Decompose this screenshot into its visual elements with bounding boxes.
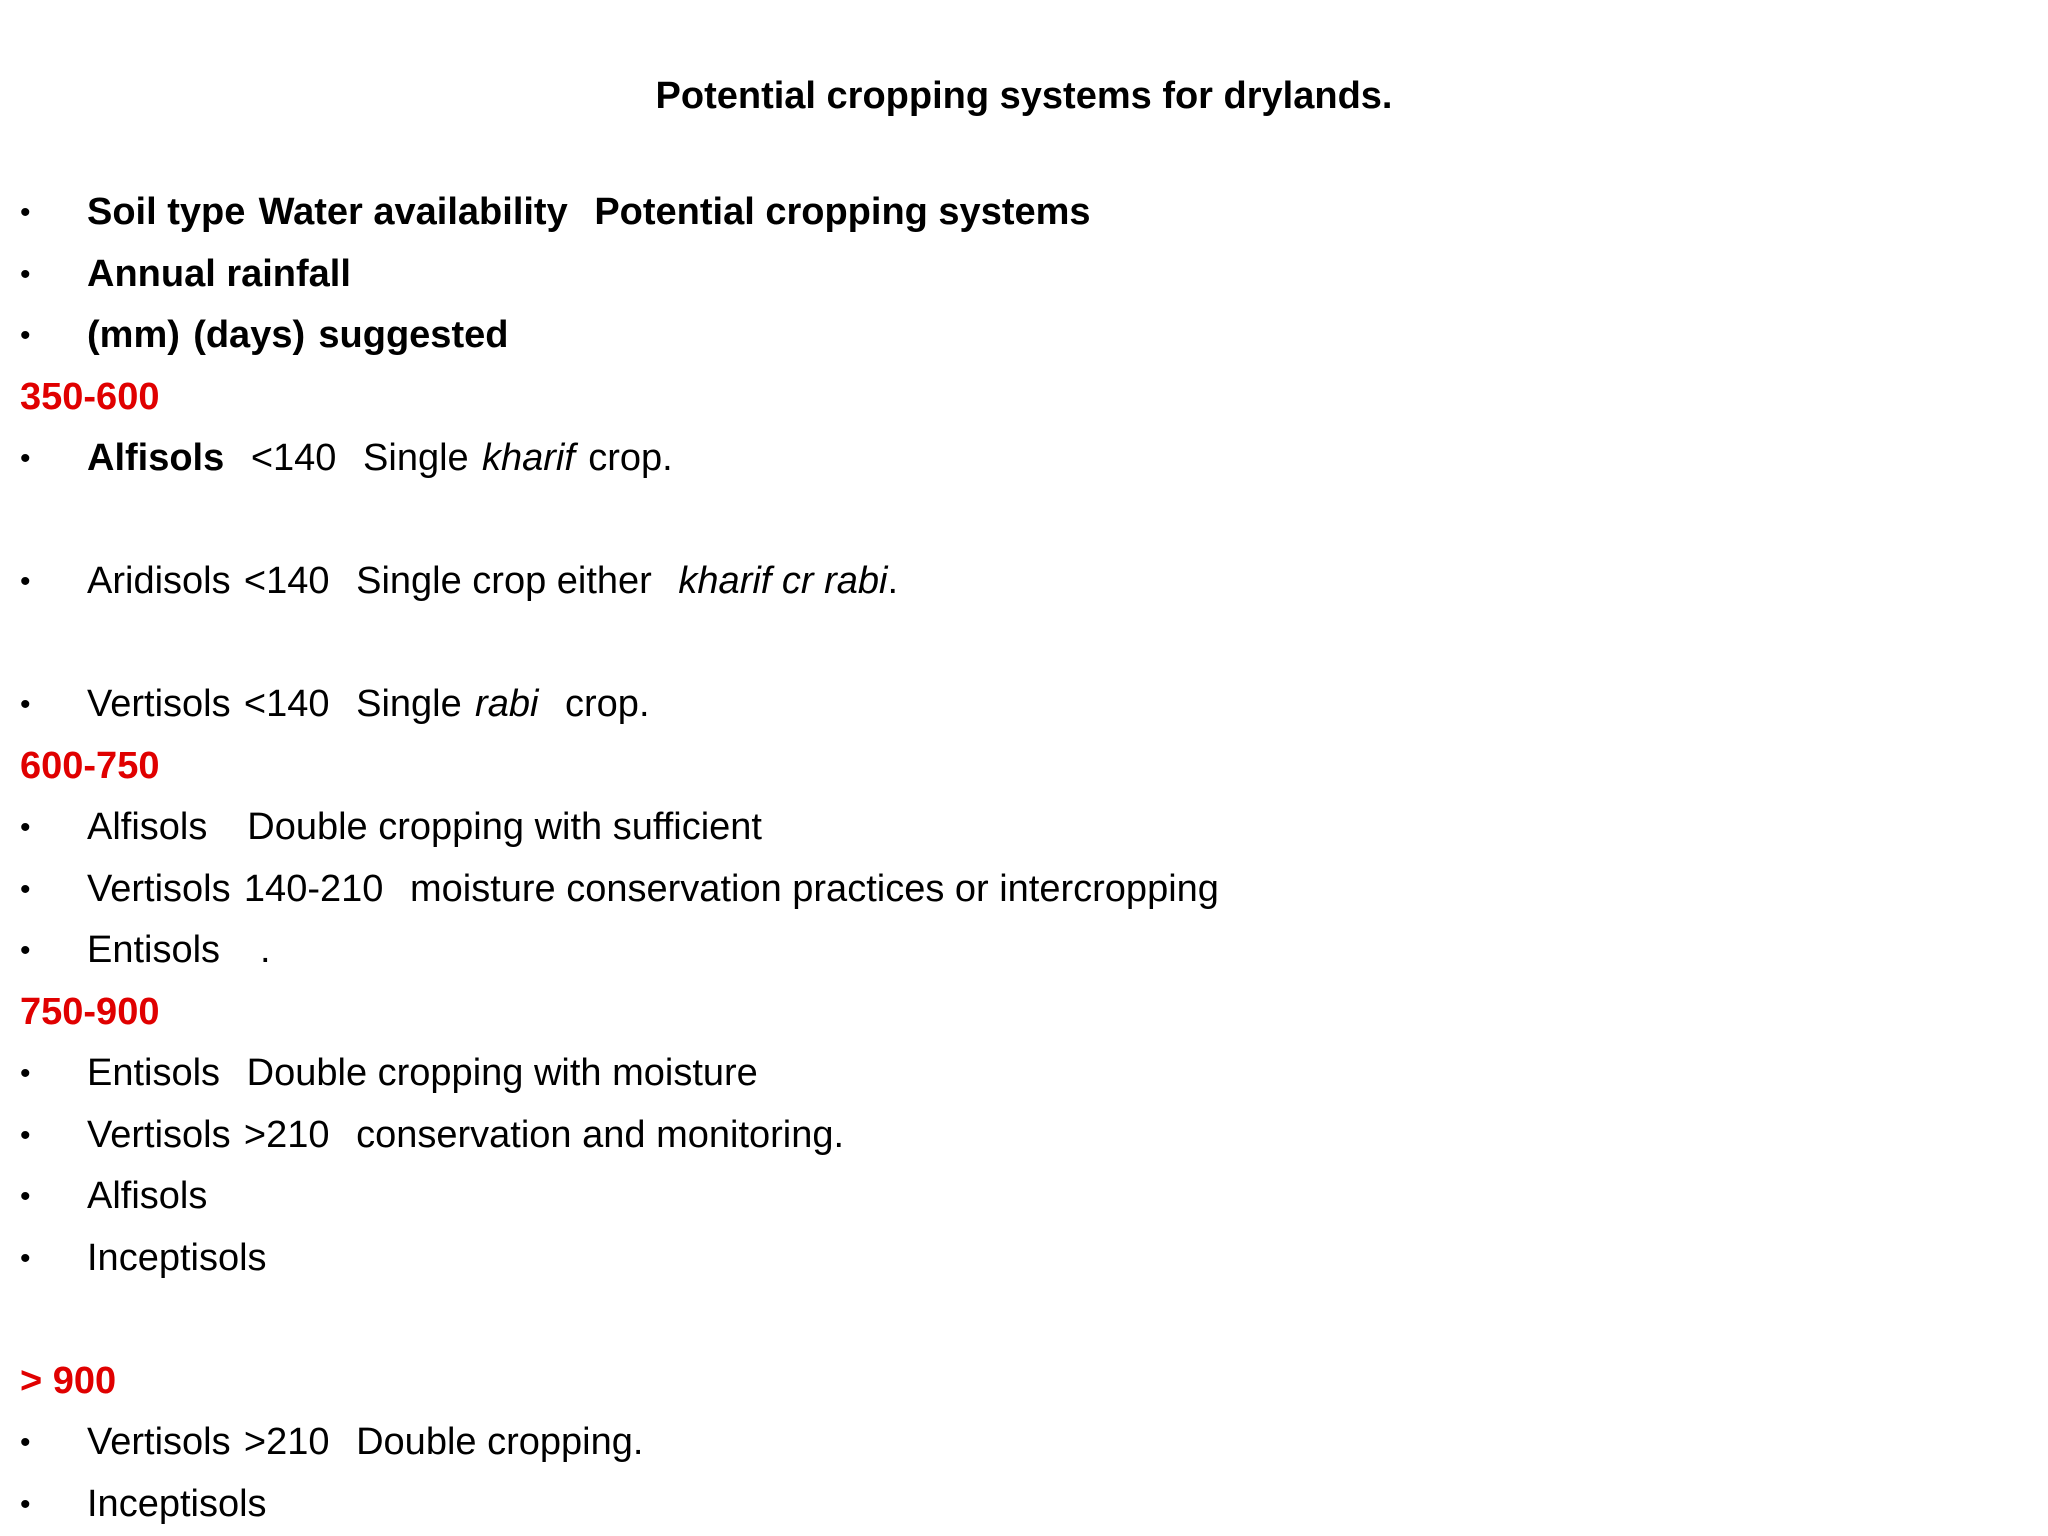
header-annual-rainfall: Annual rainfall <box>87 252 351 295</box>
system-text: Single <box>363 437 469 479</box>
system-text: Double cropping with sufficient <box>247 806 762 848</box>
header-days: (days) <box>193 314 306 356</box>
header-text-1 <box>87 182 1091 244</box>
row-text <box>87 1043 758 1105</box>
list-item <box>0 797 2048 859</box>
bullet-icon: • <box>20 196 31 229</box>
header-water-availability: Water availability <box>258 191 568 233</box>
row-text <box>87 1412 643 1474</box>
list-item <box>0 1166 2048 1228</box>
bullet-icon: • <box>20 257 31 291</box>
list-item-header-2 <box>0 244 2048 306</box>
soil-type: Alfisols <box>87 1175 208 1217</box>
blank-line <box>0 613 2048 675</box>
soil-type: Aridisols <box>87 560 231 602</box>
list-item <box>0 428 2048 490</box>
soil-type: Alfisols <box>87 437 225 479</box>
system-text: Single <box>356 683 462 725</box>
list-item <box>0 920 2048 982</box>
soil-type: Vertisols <box>87 1421 231 1463</box>
water-days: >210 <box>243 1113 330 1156</box>
slide-title: Potential cropping systems for drylands. <box>655 75 1393 117</box>
row-text <box>87 674 650 736</box>
row-text <box>87 920 271 982</box>
list-item <box>0 551 2048 613</box>
header-mm: (mm) <box>87 314 180 356</box>
list-item <box>0 1228 2048 1290</box>
system-text-end: . <box>887 560 899 602</box>
row-text <box>87 859 1219 921</box>
bullet-icon: • <box>20 934 31 967</box>
system-italic: kharif <box>481 437 575 479</box>
row-text <box>87 797 762 859</box>
list-item <box>0 674 2048 736</box>
system-text: Single crop either <box>356 560 652 602</box>
header-text-3 <box>87 305 508 367</box>
system-text: conservation and monitoring. <box>356 1113 845 1156</box>
range-heading-600-750 <box>0 736 2048 798</box>
row-text <box>87 551 898 613</box>
header-suggested: suggested <box>318 314 509 356</box>
soil-type: Inceptisols <box>87 1482 267 1525</box>
water-days: >210 <box>243 1421 330 1463</box>
row-text <box>87 1105 844 1167</box>
bullet-icon: • <box>20 811 31 844</box>
range-heading-750-900 <box>0 982 2048 1044</box>
bullet-icon: • <box>20 1057 31 1090</box>
bullet-icon: • <box>20 1487 31 1521</box>
system-text: moisture conservation practices or intercropping <box>409 867 1219 910</box>
soil-type: Alfisols <box>87 806 208 848</box>
header-potential: Potential cropping systems <box>594 191 1091 233</box>
soil-type: Vertisols <box>87 683 231 725</box>
soil-type: Inceptisols <box>87 1236 267 1279</box>
list-item <box>0 1043 2048 1105</box>
range-heading-900-plus <box>0 1351 2048 1413</box>
soil-type: Entisols <box>87 929 221 971</box>
system-italic: kharif cr rabi <box>678 560 888 602</box>
list-item <box>0 1474 2048 1536</box>
bullet-icon: • <box>20 319 31 352</box>
water-days: <140 <box>243 560 330 602</box>
bullet-icon: • <box>20 1426 31 1459</box>
bullet-icon: • <box>20 565 31 598</box>
system-text: Double cropping. <box>356 1421 644 1463</box>
bullet-icon: • <box>20 1118 31 1152</box>
water-days: 140-210 <box>243 867 384 910</box>
soil-type: Vertisols <box>87 867 231 910</box>
slide-content <box>0 182 2048 1535</box>
bullet-icon: • <box>20 688 31 721</box>
water-days: <140 <box>243 683 330 725</box>
bullet-icon: • <box>20 1180 31 1213</box>
range-heading: 750-900 <box>20 990 160 1033</box>
bullet-icon: • <box>20 872 31 906</box>
system-text-end: crop. <box>565 683 650 725</box>
range-heading: 600-750 <box>20 744 160 787</box>
soil-type: Entisols <box>87 1052 221 1094</box>
list-item-header-1 <box>0 182 2048 244</box>
range-heading-350-600 <box>0 367 2048 429</box>
bullet-icon: • <box>20 1241 31 1275</box>
bullet-icon: • <box>20 442 31 475</box>
range-heading: > 900 <box>20 1359 117 1402</box>
system-italic: rabi <box>475 683 539 725</box>
list-item <box>0 859 2048 921</box>
list-item <box>0 1412 2048 1474</box>
system-text: . <box>259 929 271 971</box>
range-heading: 350-600 <box>20 375 160 418</box>
row-text <box>87 428 673 490</box>
blank-line <box>0 1289 2048 1351</box>
soil-type: Vertisols <box>87 1113 231 1156</box>
water-days: <140 <box>250 437 337 479</box>
blank-line <box>0 490 2048 552</box>
list-item-header-3 <box>0 305 2048 367</box>
list-item <box>0 1105 2048 1167</box>
system-text: Double cropping with moisture <box>246 1052 758 1094</box>
header-soil-type: Soil type <box>87 191 246 233</box>
system-text-end: crop. <box>588 437 673 479</box>
